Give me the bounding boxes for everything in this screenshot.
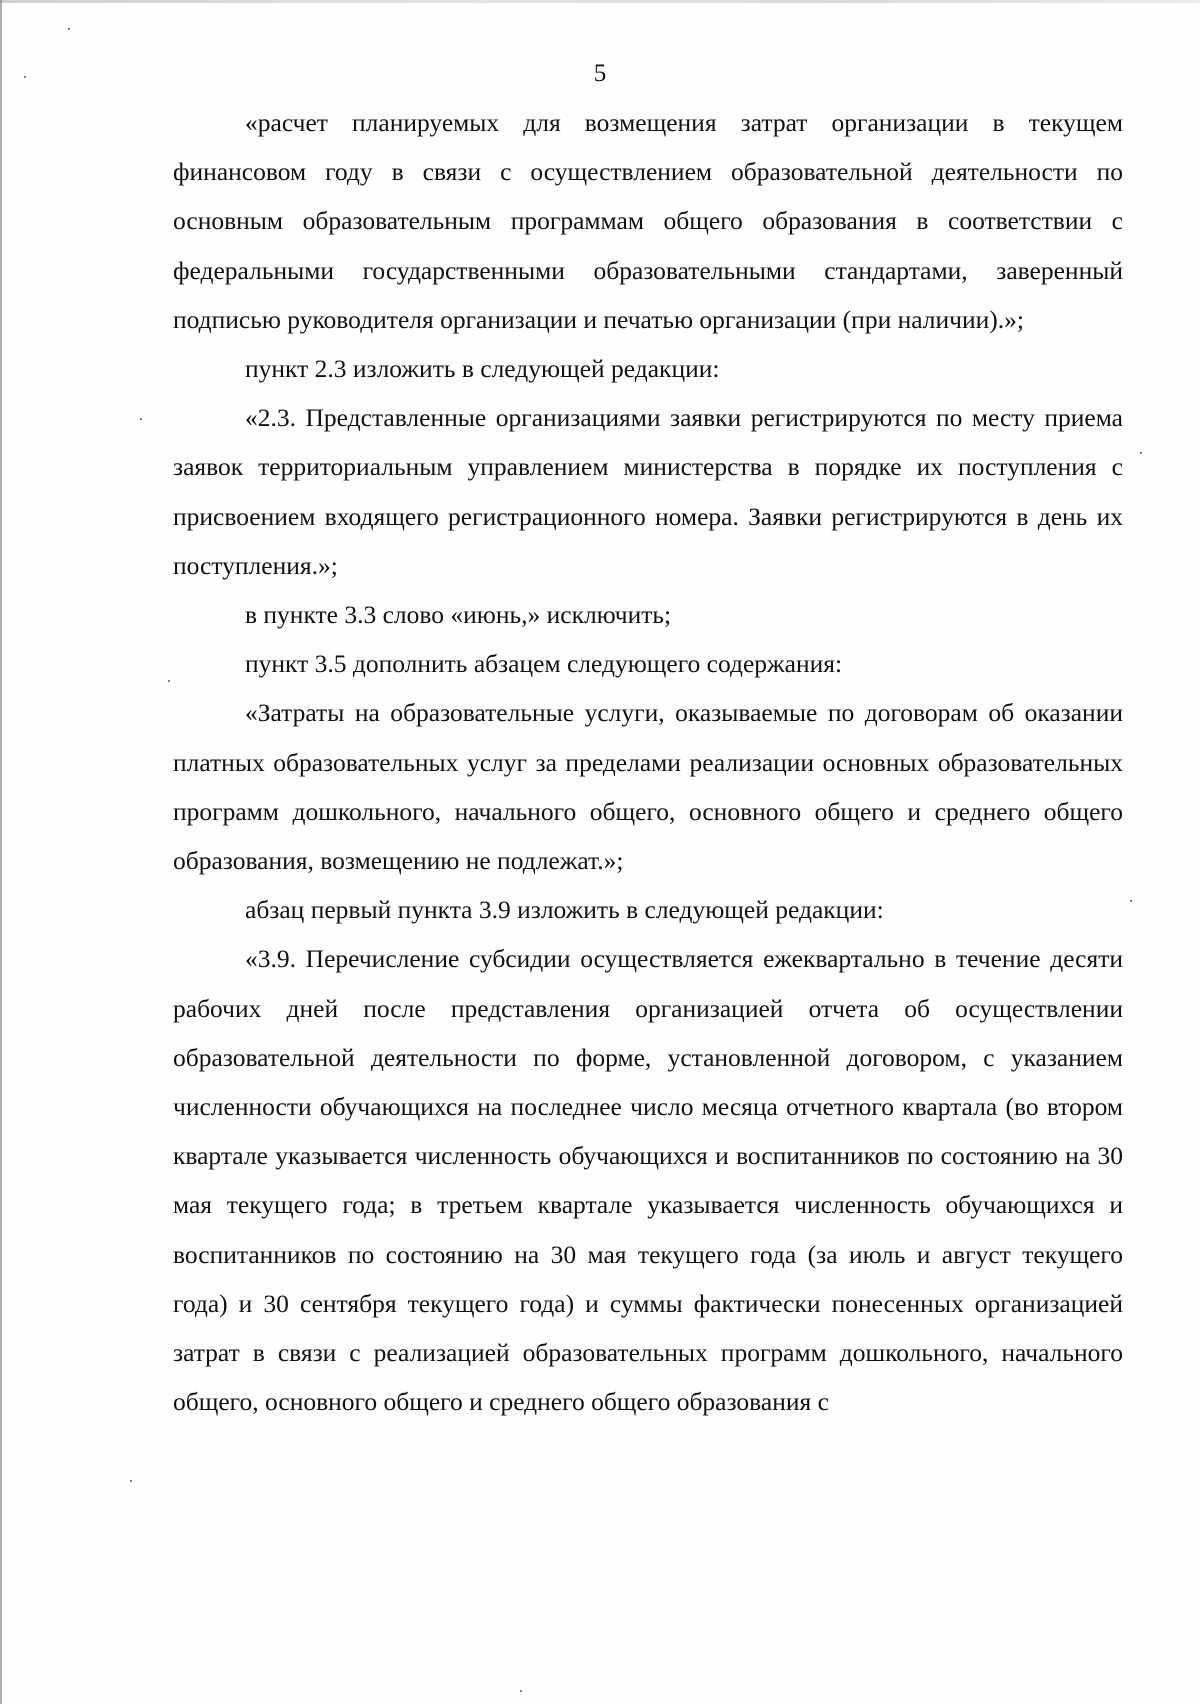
paragraph-item-2-3-intro: пункт 2.3 изложить в следующей редакции: (245, 354, 720, 384)
paragraph-item-3-3-change: в пункте 3.3 слово «июнь,» исключить; (245, 600, 672, 630)
paragraph-item-3-9-text: «3.9. Перечисление субсидии осуществляется ежеквартально в течение десяти рабочих дней после представления организацией отчета об осуществлении образовательной деятельности по форме, установленной договором, с указанием численности обучающихся на последнее число месяца отчетного квартала (во втором квартале указывается численность обучающихся и воспитанников по состоянию на 30 мая текущего года; в третьем квартале указывается численность обучающихся и воспитанников по состоянию на 30 мая текущего года (за июль и август текущего года) и 30 сентября текущего года) и суммы фактически понесенных организацией затрат в связи с реализацией образовательных программ дошкольного, начального общего, основного общего и среднего общего образования с (173, 944, 1123, 1417)
paragraph-calculation-clause: «расчет планируемых для возмещения затрат организации в текущем финансовом году в связи с осуществлением образовательной деятельности по основным образовательным программам общего образования в соответствии с федеральными государственными образовательными стандартами, заверенный подписью руководителя организации и печатью организации (при наличии).»; (173, 108, 1123, 334)
scan-left-edge (0, 0, 2, 1704)
scan-speck (130, 1480, 132, 1482)
paragraph-item-2-3-text: «2.3. Представленные организациями заявки регистрируются по месту приема заявок территориальным управлением министерства в порядке их поступления с присвоением входящего регистрационного номера. Заявки регистрируются в день их поступления.»; (173, 403, 1123, 580)
scan-speck (68, 28, 70, 30)
page-number: 5 (593, 60, 607, 87)
scan-top-edge (0, 0, 1200, 3)
paragraph-item-3-9-intro: абзац первый пункта 3.9 изложить в следующей редакции: (245, 895, 884, 925)
paragraph-item-3-5-text: «Затраты на образовательные услуги, оказываемые по договорам об оказании платных образовательных услуг за пределами реализации основных образовательных программ дошкольного, начального общего, основного общего и среднего общего образования, возмещению не подлежат.»; (173, 698, 1123, 876)
document-body (173, 98, 1123, 1426)
scan-speck (168, 680, 170, 682)
scan-speck (1130, 900, 1132, 902)
scan-speck (140, 418, 142, 420)
scan-speck (1140, 452, 1142, 454)
scan-speck (520, 1690, 522, 1692)
paragraph-item-3-5-intro: пункт 3.5 дополнить абзацем следующего содержания: (245, 649, 843, 679)
